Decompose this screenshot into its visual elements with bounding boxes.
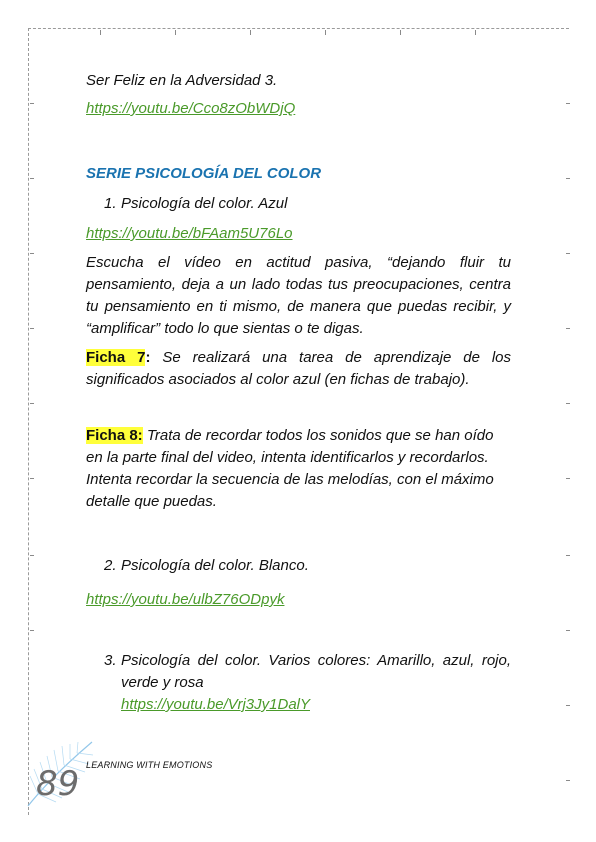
youtube-link-1[interactable]: https://youtu.be/Cco8zObWDjQ bbox=[86, 100, 296, 117]
ficha-7-colon: : bbox=[145, 349, 151, 366]
tick-mark bbox=[250, 30, 251, 35]
tick-mark bbox=[566, 705, 570, 706]
tick-mark bbox=[30, 630, 34, 631]
list-number: 2. bbox=[104, 557, 117, 574]
list-number: 3. bbox=[104, 652, 117, 669]
tick-mark bbox=[175, 30, 176, 35]
tick-mark bbox=[30, 555, 34, 556]
ficha-7-text: Se realizará una tarea de aprendizaje de los significados asociados al color azul (en fichas de trabajo). bbox=[86, 349, 512, 388]
tick-mark bbox=[30, 253, 34, 254]
tick-mark bbox=[475, 30, 476, 35]
tick-mark bbox=[566, 103, 570, 104]
tick-mark bbox=[30, 478, 34, 479]
tick-mark bbox=[100, 30, 101, 35]
youtube-link-2[interactable]: https://youtu.be/bFAam5U76Lo bbox=[86, 225, 293, 242]
page-number: 89 bbox=[36, 764, 80, 804]
tick-mark bbox=[566, 780, 570, 781]
tick-mark bbox=[566, 403, 570, 404]
list-item-3 bbox=[86, 650, 511, 716]
section-heading: SERIE PSICOLOGÍA DEL COLOR bbox=[86, 165, 322, 182]
text-line: Ser Feliz en la Adversidad 3. bbox=[86, 72, 278, 89]
list-item-text: Psicología del color. Azul bbox=[121, 195, 288, 212]
tick-mark bbox=[566, 253, 570, 254]
youtube-link-4[interactable]: https://youtu.be/Vrj3Jy1DalY bbox=[121, 696, 310, 713]
list-item-text: Psicología del color. Varios colores: Amarillo, azul, rojo, verde y rosa bbox=[121, 652, 511, 691]
page-content bbox=[86, 70, 511, 716]
youtube-link-3[interactable]: https://youtu.be/ulbZ76ODpyk bbox=[86, 591, 285, 608]
tick-mark bbox=[30, 178, 34, 179]
ficha-8-label: Ficha 8: bbox=[86, 427, 143, 444]
tick-mark bbox=[325, 30, 326, 35]
footer-title: LEARNING WITH EMOTIONS bbox=[86, 760, 213, 770]
list-item-1 bbox=[86, 193, 511, 215]
list-item-2 bbox=[86, 555, 511, 577]
ficha-7-paragraph bbox=[86, 347, 511, 391]
ficha-7-label: Ficha 7 bbox=[86, 349, 146, 366]
ficha-8-paragraph bbox=[86, 425, 511, 513]
tick-mark bbox=[566, 328, 570, 329]
instruction-paragraph: Escucha el vídeo en actitud pasiva, “dejando fluir tu pensamiento, deja a un lado todas tus preocupaciones, centra tu pensamiento en ti mismo, de manera que puedas recibir, y “amplificar” todo lo que sientas o te digas. bbox=[86, 254, 511, 337]
tick-mark bbox=[30, 403, 34, 404]
tick-mark bbox=[30, 103, 34, 104]
tick-mark bbox=[566, 478, 570, 479]
list-item-text: Psicología del color. Blanco. bbox=[121, 557, 309, 574]
tick-mark bbox=[566, 178, 570, 179]
list-number: 1. bbox=[104, 195, 117, 212]
tick-mark bbox=[566, 555, 570, 556]
ficha-8-text: Trata de recordar todos los sonidos que se han oído en la parte final del video, intenta identificarlos y recordarlos. Intenta recordar la secuencia de las melodías, con el máximo detalle que puedas. bbox=[86, 427, 494, 510]
tick-mark bbox=[566, 630, 570, 631]
tick-mark bbox=[400, 30, 401, 35]
tick-mark bbox=[30, 328, 34, 329]
